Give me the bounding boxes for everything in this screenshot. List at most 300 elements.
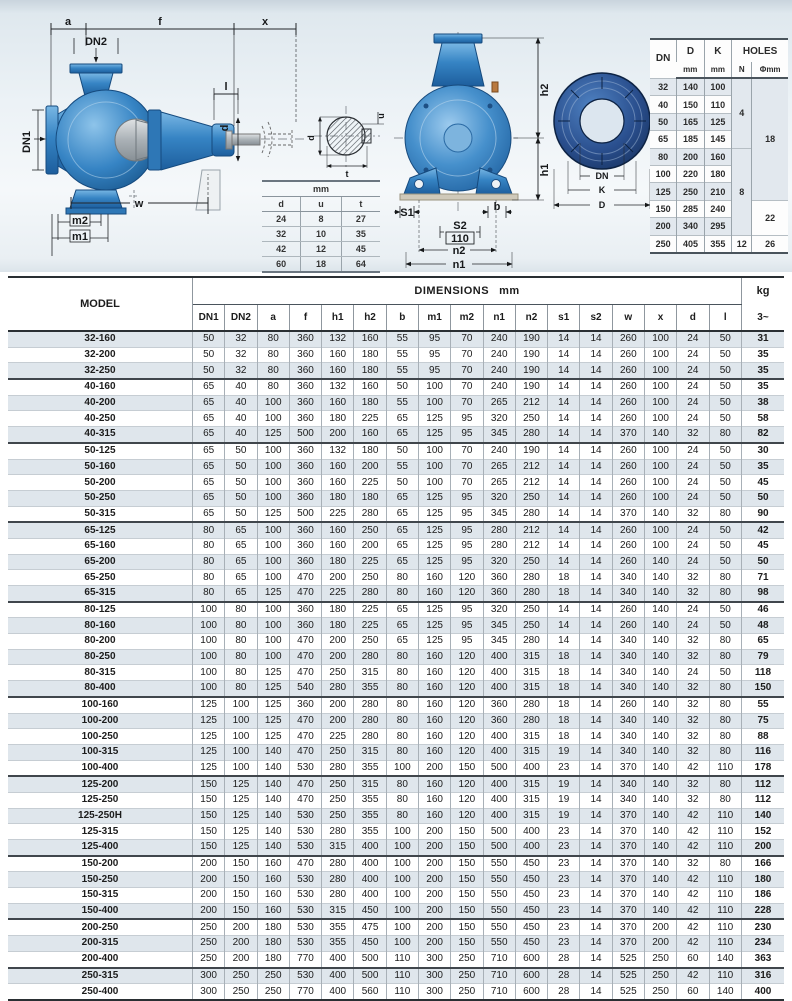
value-cell: 80 xyxy=(709,744,742,760)
value-cell: 260 xyxy=(612,347,644,363)
value-cell: 14 xyxy=(580,903,612,919)
value-cell: 80 xyxy=(257,363,289,379)
value-cell: 19 xyxy=(548,776,580,792)
column-header-h1: h1 xyxy=(322,305,354,332)
dim-label-b: b xyxy=(493,201,501,213)
table-row xyxy=(8,744,784,760)
value-cell: 360 xyxy=(289,602,321,618)
value-cell: 100 xyxy=(193,681,225,697)
value-cell: 14 xyxy=(548,618,580,634)
value-cell: 80 xyxy=(193,538,225,554)
kg-cell: 82 xyxy=(742,427,785,443)
value-cell: 370 xyxy=(612,840,644,856)
table-row xyxy=(8,776,784,792)
model-cell: 125-250H xyxy=(8,808,193,824)
table-row xyxy=(8,665,784,681)
value-cell: 280 xyxy=(515,570,547,586)
value-cell: 530 xyxy=(289,840,321,856)
value-cell: 180 xyxy=(257,919,289,935)
value-cell: 200 xyxy=(193,872,225,888)
kg-cell: 71 xyxy=(742,570,785,586)
value-cell: 42 xyxy=(677,824,709,840)
dim-label-f: f xyxy=(158,16,162,28)
value-cell: 180 xyxy=(257,936,289,952)
shaft-value-cell: 24 xyxy=(262,212,301,227)
kg-cell: 166 xyxy=(742,856,785,872)
value-cell: 100 xyxy=(386,888,418,904)
value-cell: 280 xyxy=(354,729,386,745)
value-cell: 250 xyxy=(515,602,547,618)
value-cell: 470 xyxy=(289,649,321,665)
value-cell: 140 xyxy=(644,586,676,602)
column-header-a: a xyxy=(257,305,289,332)
table-row xyxy=(8,824,784,840)
table-row xyxy=(8,984,784,1000)
value-cell: 50 xyxy=(225,459,257,475)
value-cell: 340 xyxy=(612,792,644,808)
value-cell: 400 xyxy=(483,792,515,808)
value-cell: 125 xyxy=(225,776,257,792)
value-cell: 100 xyxy=(386,824,418,840)
kg-cell: 35 xyxy=(742,459,785,475)
flange-phi-cell: 26 xyxy=(752,235,788,253)
value-cell: 50 xyxy=(709,522,742,538)
kg-cell: 98 xyxy=(742,586,785,602)
value-cell: 18 xyxy=(548,665,580,681)
value-cell: 150 xyxy=(451,872,483,888)
value-cell: 70 xyxy=(451,475,483,491)
value-cell: 160 xyxy=(418,792,450,808)
value-cell: 140 xyxy=(644,649,676,665)
flange-value-cell: 100 xyxy=(650,165,677,182)
flange-value-cell: 355 xyxy=(704,235,731,253)
value-cell: 80 xyxy=(193,586,225,602)
model-cell: 100-160 xyxy=(8,697,193,713)
value-cell: 340 xyxy=(612,586,644,602)
value-cell: 400 xyxy=(515,824,547,840)
value-cell: 120 xyxy=(451,744,483,760)
value-cell: 24 xyxy=(677,522,709,538)
value-cell: 24 xyxy=(677,379,709,395)
flange-phi-cell: 22 xyxy=(752,200,788,235)
value-cell: 40 xyxy=(225,411,257,427)
value-cell: 100 xyxy=(644,443,676,459)
table-row xyxy=(8,475,784,491)
value-cell: 260 xyxy=(612,459,644,475)
value-cell: 32 xyxy=(677,713,709,729)
value-cell: 600 xyxy=(515,951,547,967)
value-cell: 14 xyxy=(548,427,580,443)
value-cell: 280 xyxy=(515,586,547,602)
model-cell: 50-160 xyxy=(8,459,193,475)
value-cell: 400 xyxy=(483,649,515,665)
value-cell: 470 xyxy=(289,713,321,729)
value-cell: 80 xyxy=(386,697,418,713)
value-cell: 50 xyxy=(709,347,742,363)
value-cell: 100 xyxy=(225,744,257,760)
value-cell: 160 xyxy=(418,697,450,713)
value-cell: 200 xyxy=(322,697,354,713)
value-cell: 500 xyxy=(289,506,321,522)
model-cell: 50-200 xyxy=(8,475,193,491)
value-cell: 345 xyxy=(483,634,515,650)
column-header-d: d xyxy=(677,305,709,332)
value-cell: 250 xyxy=(354,570,386,586)
value-cell: 100 xyxy=(257,459,289,475)
table-row xyxy=(8,872,784,888)
value-cell: 140 xyxy=(644,824,676,840)
value-cell: 65 xyxy=(193,506,225,522)
value-cell: 100 xyxy=(644,475,676,491)
value-cell: 132 xyxy=(322,443,354,459)
value-cell: 160 xyxy=(257,903,289,919)
value-cell: 400 xyxy=(354,872,386,888)
value-cell: 160 xyxy=(418,649,450,665)
value-cell: 80 xyxy=(386,586,418,602)
value-cell: 24 xyxy=(677,411,709,427)
value-cell: 14 xyxy=(548,459,580,475)
front-discharge-flange xyxy=(434,34,482,43)
value-cell: 180 xyxy=(354,490,386,506)
value-cell: 50 xyxy=(709,443,742,459)
value-cell: 140 xyxy=(644,618,676,634)
value-cell: 212 xyxy=(515,538,547,554)
table-row xyxy=(8,681,784,697)
value-cell: 14 xyxy=(580,490,612,506)
value-cell: 315 xyxy=(515,649,547,665)
table-row xyxy=(8,649,784,665)
value-cell: 265 xyxy=(483,459,515,475)
value-cell: 65 xyxy=(386,602,418,618)
model-cell: 125-315 xyxy=(8,824,193,840)
value-cell: 14 xyxy=(580,411,612,427)
value-cell: 50 xyxy=(709,411,742,427)
value-cell: 14 xyxy=(580,824,612,840)
value-cell: 125 xyxy=(257,506,289,522)
value-cell: 80 xyxy=(225,681,257,697)
value-cell: 125 xyxy=(418,506,450,522)
value-cell: 100 xyxy=(193,602,225,618)
kg-cell: 200 xyxy=(742,840,785,856)
value-cell: 65 xyxy=(193,427,225,443)
value-cell: 14 xyxy=(580,936,612,952)
value-cell: 42 xyxy=(677,936,709,952)
value-cell: 250 xyxy=(225,984,257,1000)
value-cell: 140 xyxy=(644,697,676,713)
value-cell: 80 xyxy=(386,665,418,681)
value-cell: 42 xyxy=(677,808,709,824)
dim-label-m1: m1 xyxy=(72,231,88,243)
kg-cell: 316 xyxy=(742,968,785,984)
vent-plug xyxy=(492,82,498,92)
value-cell: 370 xyxy=(612,856,644,872)
value-cell: 95 xyxy=(418,347,450,363)
table-row xyxy=(8,379,784,395)
flange-value-cell: 110 xyxy=(704,96,731,113)
flange-value-cell: 220 xyxy=(677,165,704,182)
value-cell: 80 xyxy=(709,570,742,586)
value-cell: 14 xyxy=(548,475,580,491)
value-cell: 110 xyxy=(709,840,742,856)
flange-value-cell: 250 xyxy=(650,235,677,253)
value-cell: 140 xyxy=(644,776,676,792)
value-cell: 65 xyxy=(225,554,257,570)
value-cell: 140 xyxy=(644,427,676,443)
value-cell: 200 xyxy=(354,538,386,554)
value-cell: 42 xyxy=(677,968,709,984)
model-cell: 65-250 xyxy=(8,570,193,586)
model-cell: 100-200 xyxy=(8,713,193,729)
value-cell: 125 xyxy=(193,744,225,760)
model-cell: 32-250 xyxy=(8,363,193,379)
model-cell: 65-315 xyxy=(8,586,193,602)
value-cell: 360 xyxy=(289,522,321,538)
value-cell: 120 xyxy=(451,792,483,808)
value-cell: 340 xyxy=(612,665,644,681)
value-cell: 125 xyxy=(257,665,289,681)
value-cell: 32 xyxy=(677,506,709,522)
value-cell: 100 xyxy=(644,347,676,363)
value-cell: 32 xyxy=(677,634,709,650)
table-row xyxy=(8,618,784,634)
value-cell: 120 xyxy=(451,713,483,729)
flange-bore xyxy=(580,99,624,143)
value-cell: 80 xyxy=(709,697,742,713)
value-cell: 180 xyxy=(322,618,354,634)
value-cell: 14 xyxy=(580,347,612,363)
value-cell: 530 xyxy=(289,936,321,952)
value-cell: 400 xyxy=(483,665,515,681)
value-cell: 80 xyxy=(225,665,257,681)
value-cell: 14 xyxy=(580,443,612,459)
value-cell: 50 xyxy=(193,363,225,379)
value-cell: 100 xyxy=(644,490,676,506)
value-cell: 50 xyxy=(709,665,742,681)
flange-header-row-1 xyxy=(650,39,788,62)
value-cell: 280 xyxy=(322,824,354,840)
value-cell: 140 xyxy=(257,744,289,760)
section-label-t: t xyxy=(345,169,349,179)
value-cell: 140 xyxy=(257,808,289,824)
value-cell: 470 xyxy=(289,729,321,745)
value-cell: 530 xyxy=(289,888,321,904)
table-row xyxy=(8,395,784,411)
value-cell: 280 xyxy=(322,872,354,888)
value-cell: 250 xyxy=(644,968,676,984)
value-cell: 280 xyxy=(515,634,547,650)
value-cell: 110 xyxy=(709,968,742,984)
column-header-n1: n1 xyxy=(483,305,515,332)
value-cell: 200 xyxy=(193,856,225,872)
value-cell: 100 xyxy=(644,459,676,475)
value-cell: 14 xyxy=(580,618,612,634)
value-cell: 95 xyxy=(418,363,450,379)
front-hub xyxy=(444,124,472,152)
value-cell: 80 xyxy=(386,570,418,586)
value-cell: 18 xyxy=(548,729,580,745)
value-cell: 370 xyxy=(612,824,644,840)
value-cell: 250 xyxy=(644,951,676,967)
flange-value-cell: 240 xyxy=(704,200,731,217)
column-header-f: f xyxy=(289,305,321,332)
value-cell: 225 xyxy=(354,411,386,427)
value-cell: 50 xyxy=(386,379,418,395)
value-cell: 180 xyxy=(354,443,386,459)
model-cell: 125-400 xyxy=(8,840,193,856)
dim-label-dn2: DN2 xyxy=(84,36,108,48)
value-cell: 14 xyxy=(548,522,580,538)
value-cell: 250 xyxy=(515,411,547,427)
value-cell: 80 xyxy=(709,776,742,792)
value-cell: 95 xyxy=(451,602,483,618)
value-cell: 280 xyxy=(322,856,354,872)
value-cell: 160 xyxy=(322,522,354,538)
value-cell: 100 xyxy=(386,856,418,872)
value-cell: 23 xyxy=(548,856,580,872)
value-cell: 360 xyxy=(289,411,321,427)
value-cell: 150 xyxy=(451,760,483,776)
value-cell: 32 xyxy=(677,570,709,586)
value-cell: 50 xyxy=(225,443,257,459)
table-row xyxy=(8,888,784,904)
value-cell: 125 xyxy=(257,681,289,697)
value-cell: 14 xyxy=(548,634,580,650)
value-cell: 160 xyxy=(322,475,354,491)
value-cell: 360 xyxy=(483,586,515,602)
value-cell: 160 xyxy=(418,729,450,745)
value-cell: 360 xyxy=(483,570,515,586)
table-row xyxy=(8,903,784,919)
value-cell: 200 xyxy=(418,936,450,952)
value-cell: 24 xyxy=(677,443,709,459)
column-header-m1: m1 xyxy=(418,305,450,332)
value-cell: 100 xyxy=(644,411,676,427)
value-cell: 14 xyxy=(580,776,612,792)
table-row xyxy=(262,257,380,273)
value-cell: 100 xyxy=(644,395,676,411)
column-header-x: x xyxy=(644,305,676,332)
value-cell: 14 xyxy=(548,347,580,363)
value-cell: 150 xyxy=(193,792,225,808)
value-cell: 14 xyxy=(548,490,580,506)
bearing-frame xyxy=(161,112,217,170)
value-cell: 55 xyxy=(386,459,418,475)
value-cell: 370 xyxy=(612,808,644,824)
value-cell: 140 xyxy=(709,984,742,1000)
kg-cell: 234 xyxy=(742,936,785,952)
value-cell: 400 xyxy=(322,951,354,967)
value-cell: 65 xyxy=(386,522,418,538)
value-cell: 360 xyxy=(289,347,321,363)
dim-label-s1: S1 xyxy=(400,207,414,219)
value-cell: 32 xyxy=(677,697,709,713)
value-cell: 190 xyxy=(515,347,547,363)
value-cell: 260 xyxy=(612,411,644,427)
value-cell: 280 xyxy=(515,713,547,729)
value-cell: 14 xyxy=(580,968,612,984)
value-cell: 95 xyxy=(451,634,483,650)
value-cell: 200 xyxy=(418,760,450,776)
table-row xyxy=(8,586,784,602)
value-cell: 470 xyxy=(289,776,321,792)
kg-cell: 50 xyxy=(742,490,785,506)
value-cell: 32 xyxy=(677,649,709,665)
flange-subheader-mm: mm xyxy=(704,62,731,78)
value-cell: 140 xyxy=(257,840,289,856)
value-cell: 50 xyxy=(709,602,742,618)
value-cell: 260 xyxy=(612,697,644,713)
value-cell: 100 xyxy=(257,538,289,554)
value-cell: 18 xyxy=(548,697,580,713)
kg-cell: 88 xyxy=(742,729,785,745)
value-cell: 14 xyxy=(580,634,612,650)
flange-value-cell: 200 xyxy=(650,218,677,235)
kg-cell: 42 xyxy=(742,522,785,538)
value-cell: 160 xyxy=(418,744,450,760)
value-cell: 70 xyxy=(451,459,483,475)
value-cell: 14 xyxy=(580,872,612,888)
dimensions-label: DIMENSIONS xyxy=(414,285,490,297)
value-cell: 23 xyxy=(548,824,580,840)
dim-label-s2: S2 xyxy=(453,220,467,232)
value-cell: 100 xyxy=(193,649,225,665)
kg-cell: 55 xyxy=(742,697,785,713)
flange-header-dn: DN xyxy=(650,39,677,78)
value-cell: 360 xyxy=(289,331,321,347)
value-cell: 50 xyxy=(709,618,742,634)
value-cell: 120 xyxy=(451,665,483,681)
value-cell: 212 xyxy=(515,395,547,411)
kg-cell: 150 xyxy=(742,681,785,697)
value-cell: 70 xyxy=(451,331,483,347)
value-cell: 200 xyxy=(322,570,354,586)
flange-value-cell: 285 xyxy=(677,200,704,217)
value-cell: 550 xyxy=(483,872,515,888)
model-cell: 65-160 xyxy=(8,538,193,554)
kg-sub-header: 3~ xyxy=(742,305,785,332)
table-row xyxy=(8,968,784,984)
value-cell: 80 xyxy=(709,713,742,729)
model-cell: 100-250 xyxy=(8,729,193,745)
model-cell: 40-160 xyxy=(8,379,193,395)
flange-table xyxy=(650,38,788,254)
value-cell: 14 xyxy=(580,427,612,443)
value-cell: 360 xyxy=(289,395,321,411)
table-row xyxy=(8,808,784,824)
value-cell: 260 xyxy=(612,363,644,379)
value-cell: 160 xyxy=(418,586,450,602)
section-label-d: d xyxy=(306,135,316,141)
table-row xyxy=(8,919,784,935)
value-cell: 120 xyxy=(451,729,483,745)
value-cell: 14 xyxy=(580,713,612,729)
value-cell: 80 xyxy=(709,856,742,872)
value-cell: 50 xyxy=(709,379,742,395)
value-cell: 140 xyxy=(644,570,676,586)
shaft-value-cell: 64 xyxy=(341,257,380,273)
value-cell: 65 xyxy=(386,490,418,506)
value-cell: 360 xyxy=(289,363,321,379)
value-cell: 355 xyxy=(322,936,354,952)
discharge-flange xyxy=(70,64,122,73)
value-cell: 315 xyxy=(515,744,547,760)
value-cell: 18 xyxy=(548,681,580,697)
table-row xyxy=(8,602,784,618)
value-cell: 24 xyxy=(677,602,709,618)
value-cell: 32 xyxy=(677,586,709,602)
value-cell: 280 xyxy=(354,586,386,602)
shaft-value-cell: 8 xyxy=(301,212,342,227)
